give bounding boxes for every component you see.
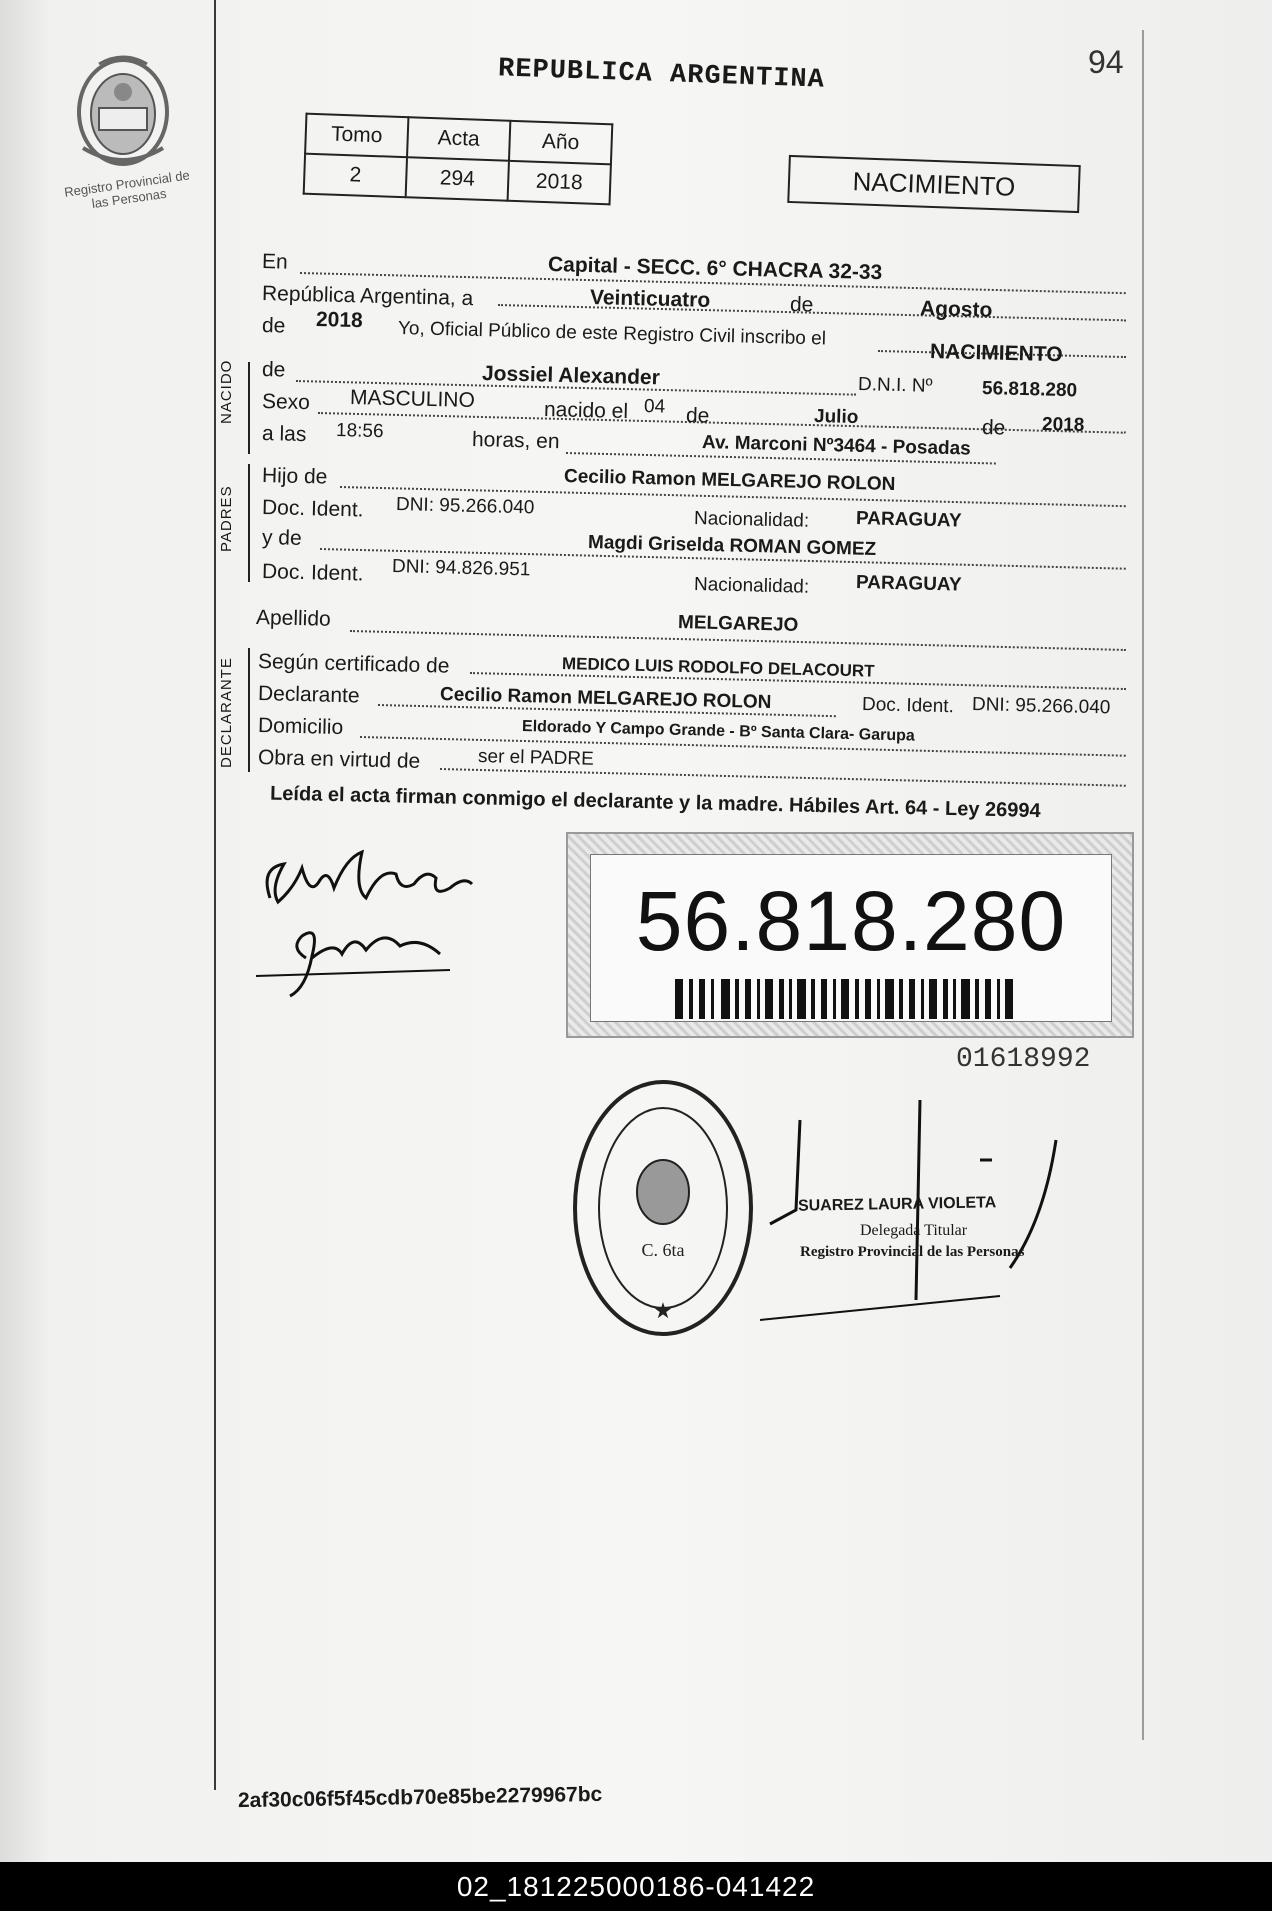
- label-nationality-father: Nacionalidad:: [693, 508, 810, 532]
- label-child-of: Hijo de: [261, 464, 328, 489]
- label-dni: D.N.I. Nº: [857, 374, 933, 397]
- label-and-of: y de: [261, 526, 302, 550]
- label-de-month: de: [789, 293, 814, 317]
- value-birth-time: 18:56: [335, 420, 384, 443]
- label-nationality-mother: Nacionalidad:: [693, 574, 810, 598]
- official-name: SUAREZ LAURA VIOLETA: [797, 1194, 997, 1215]
- registry-header-acta: Acta: [407, 117, 510, 161]
- value-declarant: Cecilio Ramon MELGAREJO ROLON: [439, 684, 772, 714]
- value-certificate-by: MEDICO LUIS RODOLFO DELACOURT: [561, 654, 875, 681]
- official-role: Delegada Titular: [860, 1222, 968, 1239]
- label-de-birth-month: de: [685, 404, 710, 428]
- label-capacity: Obra en virtud de: [257, 746, 421, 773]
- label-de-birth-year: de: [981, 416, 1006, 440]
- value-declarant-doc: DNI: 95.266.040: [971, 694, 1111, 719]
- label-born-on: nacido el: [543, 398, 629, 424]
- value-surname: MELGAREJO: [677, 612, 799, 636]
- value-address: Eldorado Y Campo Grande - Bº Santa Clara- Garupa: [521, 718, 916, 745]
- value-place: Capital - SECC. 6° CHACRA 32-33: [547, 253, 883, 285]
- label-per-certificate: Según certificado de: [257, 650, 450, 678]
- barcode-icon: [675, 979, 1015, 1019]
- label-at: a las: [261, 422, 307, 447]
- label-hours-in: horas, en: [471, 428, 560, 454]
- section-label-parents: PADRES: [218, 485, 235, 552]
- registry-value-ano: 2018: [508, 161, 611, 205]
- file-footer: 02_181225000186-041422: [0, 1862, 1272, 1911]
- section-bracket-born: [248, 362, 250, 454]
- closing-statement: Leída el acta firman conmigo el declarante y la madre. Hábiles Art. 64 - Ley 26994: [269, 782, 1041, 823]
- value-birth-place: Av. Marconi Nº3464 - Posadas: [701, 432, 972, 460]
- page-title: REPUBLICA ARGENTINA: [497, 54, 826, 96]
- value-birth-month: Julio: [813, 406, 859, 429]
- section-bracket-parents: [248, 464, 250, 582]
- dni-sticker-label: [590, 854, 1112, 1022]
- value-mother-name: Magdi Griselda ROMAN GOMEZ: [587, 532, 877, 561]
- sticker-dni-number: 56.818.280: [635, 874, 1067, 968]
- value-year: 2018: [315, 308, 363, 333]
- label-declarant: Declarante: [257, 682, 360, 708]
- label-name-de: de: [261, 358, 286, 382]
- value-dni: 56.818.280: [981, 378, 1078, 402]
- label-official: Yo, Oficial Público de este Registro Civil inscribo el: [397, 318, 827, 350]
- registry-table: [303, 113, 614, 206]
- value-birth-day: 04: [643, 396, 666, 418]
- value-capacity: ser el PADRE: [477, 746, 595, 770]
- label-sex: Sexo: [261, 390, 311, 415]
- document-type-box: NACIMIENTO: [787, 155, 1080, 213]
- value-birth-year: 2018: [1041, 414, 1085, 437]
- registry-header-ano: Año: [509, 121, 612, 165]
- dni-sticker: [566, 832, 1134, 1038]
- official-seal-icon: [568, 1074, 758, 1342]
- value-father-name: Cecilio Ramon MELGAREJO ROLON: [563, 466, 896, 496]
- page-number: 94: [1088, 44, 1124, 80]
- dotted-line: [440, 768, 1126, 787]
- registry-value-acta: 294: [406, 157, 509, 201]
- label-doc-ident-declarant: Doc. Ident.: [861, 694, 955, 718]
- value-sex: MASCULINO: [349, 386, 476, 413]
- label-doc-ident-mother: Doc. Ident.: [261, 560, 364, 586]
- section-label-born: NACIDO: [218, 359, 235, 424]
- value-mother-nationality: PARAGUAY: [855, 572, 962, 596]
- registry-value-tomo: 2: [304, 154, 407, 198]
- value-father-nationality: PARAGUAY: [855, 508, 962, 532]
- serial-number: 01618992: [956, 1044, 1091, 1075]
- document-hash: 2af30c06f5f45cdb70e85be2279967bc: [237, 1782, 603, 1813]
- logo-caption: Registro Provincial de las Personas: [63, 167, 191, 212]
- value-event: NACIMIENTO: [929, 340, 1063, 367]
- section-bracket-declarant: [248, 648, 250, 772]
- left-margin-rule: [214, 0, 216, 1790]
- right-margin-rule: [1142, 30, 1144, 1740]
- label-surname: Apellido: [255, 606, 332, 631]
- label-address: Domicilio: [257, 714, 344, 740]
- label-republic: República Argentina, a: [261, 282, 474, 311]
- value-mother-doc: DNI: 94.826.951: [391, 556, 531, 581]
- label-en: En: [261, 250, 288, 274]
- value-father-doc: DNI: 95.266.040: [395, 494, 535, 519]
- label-doc-ident-father: Doc. Ident.: [261, 496, 364, 522]
- value-first-names: Jossiel Alexander: [481, 362, 661, 390]
- value-month: Agosto: [919, 297, 993, 322]
- declarant-signature: [250, 828, 490, 1008]
- section-label-declarant: DECLARANTE: [218, 657, 235, 768]
- registry-header-tomo: Tomo: [305, 114, 408, 158]
- label-de-year: de: [261, 314, 286, 338]
- coat-of-arms-logo: [62, 48, 184, 172]
- official-office: Registro Provincial de las Personas: [800, 1244, 1025, 1260]
- svg-text:★: ★: [653, 1298, 673, 1323]
- svg-text:C. 6ta: C. 6ta: [641, 1240, 685, 1260]
- value-day: Veinticuatro: [589, 286, 711, 312]
